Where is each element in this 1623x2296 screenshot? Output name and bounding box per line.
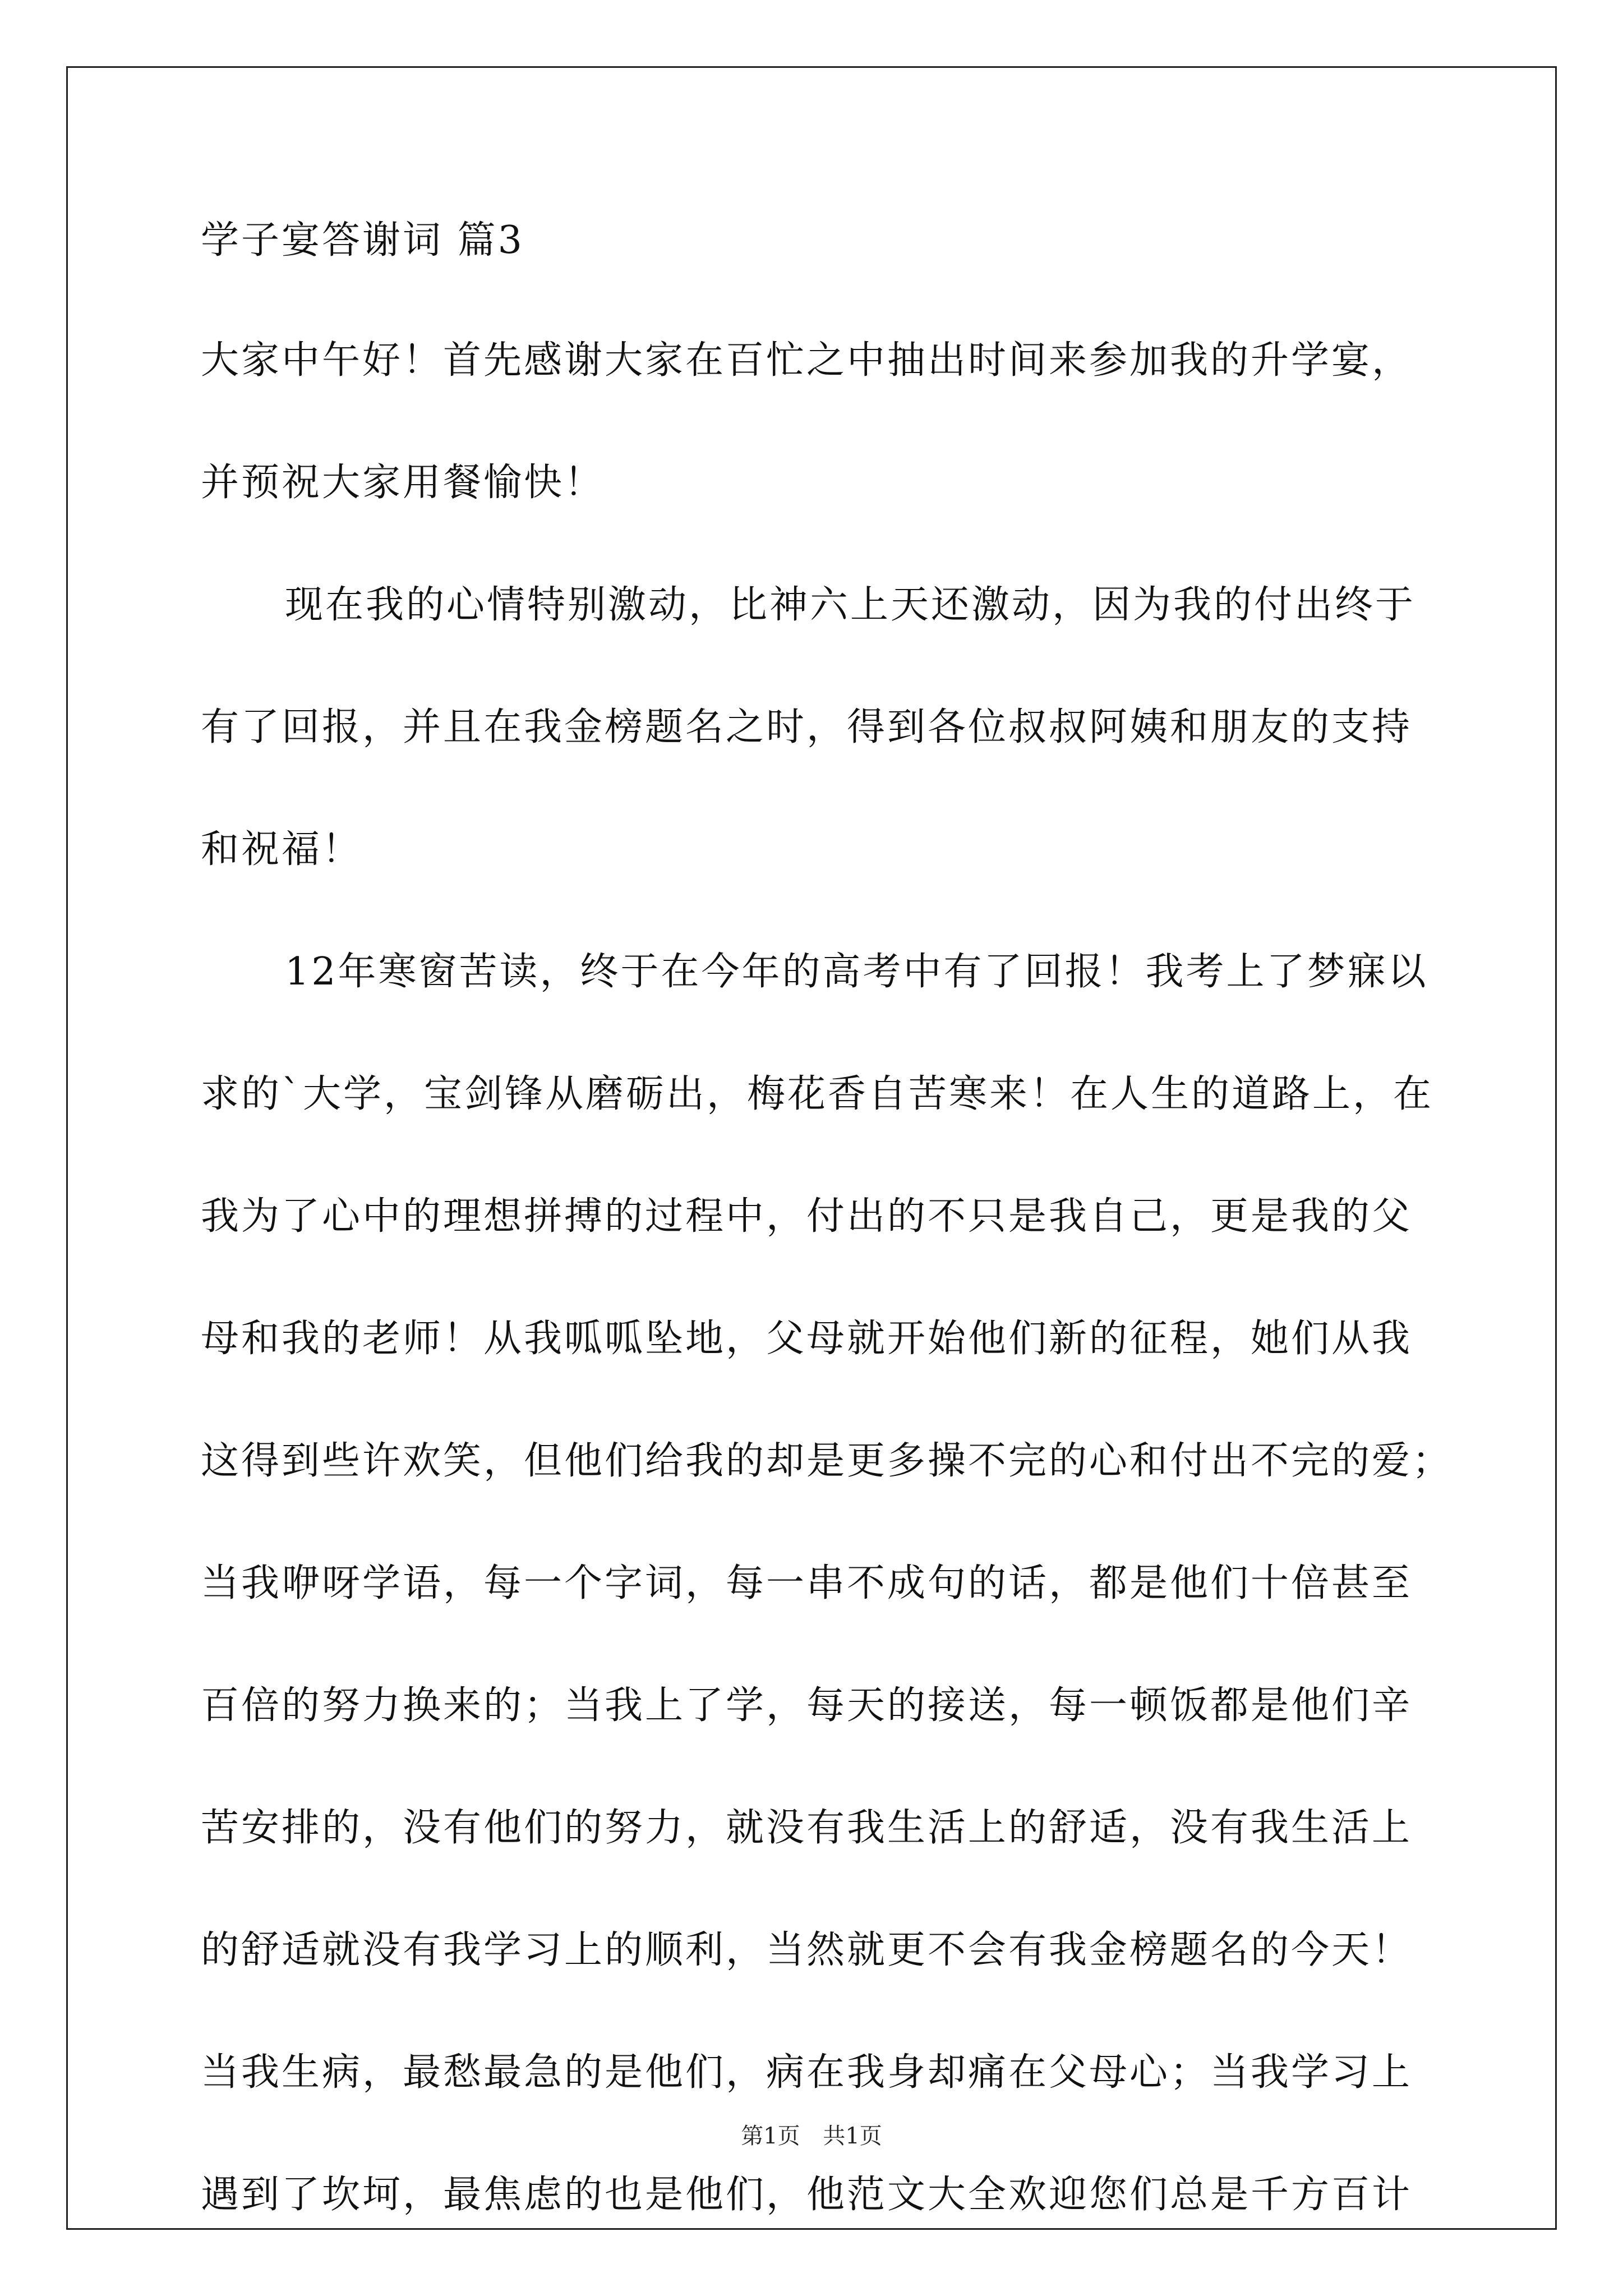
page-number-total: 共1页 — [823, 2123, 882, 2149]
paragraph-gratitude — [201, 950, 1453, 2217]
text-line: 12年寒窗苦读，终于在今年的高考中有了回报！我考上了梦寐以 — [285, 950, 1428, 994]
text-line: 和祝福！ — [201, 827, 363, 872]
text-line: 大家中午好！首先感谢大家在百忙之中抽出时间来参加我的升学宴， — [201, 338, 1413, 383]
page-number-current: 第1页 — [741, 2123, 800, 2149]
paragraph-greeting — [201, 338, 1423, 505]
document-body — [201, 218, 1453, 2217]
text-line: 求的`大学，宝剑锋从磨砺出，梅花香自苦寒来！在人生的道路上，在 — [201, 1072, 1434, 1116]
document-title: 学子宴答谢词 篇3 — [201, 218, 524, 263]
text-line: 这得到些许欢笑，但他们给我的却是更多操不完的心和付出不完的爱； — [201, 1439, 1453, 1483]
text-line: 有了回报，并且在我金榜题名之时，得到各位叔叔阿姨和朋友的支持 — [201, 705, 1413, 749]
paragraph-emotion — [201, 583, 1423, 872]
text-line: 我为了心中的理想拼搏的过程中，付出的不只是我自己，更是我的父 — [201, 1194, 1413, 1239]
text-line: 百倍的努力换来的；当我上了学，每天的接送，每一顿饭都是他们辛 — [201, 1683, 1413, 1728]
text-line: 遇到了坎坷，最焦虑的也是他们，他范文大全欢迎您们总是千方百计 — [201, 2173, 1413, 2217]
text-line: 母和我的老师！从我呱呱坠地，父母就开始他们新的征程，她们从我 — [201, 1317, 1413, 1361]
text-line: 当我生病，最愁最急的是他们，病在我身却痛在父母心；当我学习上 — [201, 2050, 1413, 2095]
text-line: 当我咿呀学语，每一个字词，每一串不成句的话，都是他们十倍甚至 — [201, 1561, 1413, 1605]
page-footer — [0, 2125, 1623, 2147]
text-line: 的舒适就没有我学习上的顺利，当然就更不会有我金榜题名的今天！ — [201, 1928, 1413, 1972]
text-line: 苦安排的，没有他们的努力，就没有我生活上的舒适，没有我生活上 — [201, 1806, 1413, 1850]
text-line: 现在我的心情特别激动，比神六上天还激动，因为我的付出终于 — [285, 583, 1416, 627]
text-line: 并预祝大家用餐愉快！ — [201, 461, 605, 505]
